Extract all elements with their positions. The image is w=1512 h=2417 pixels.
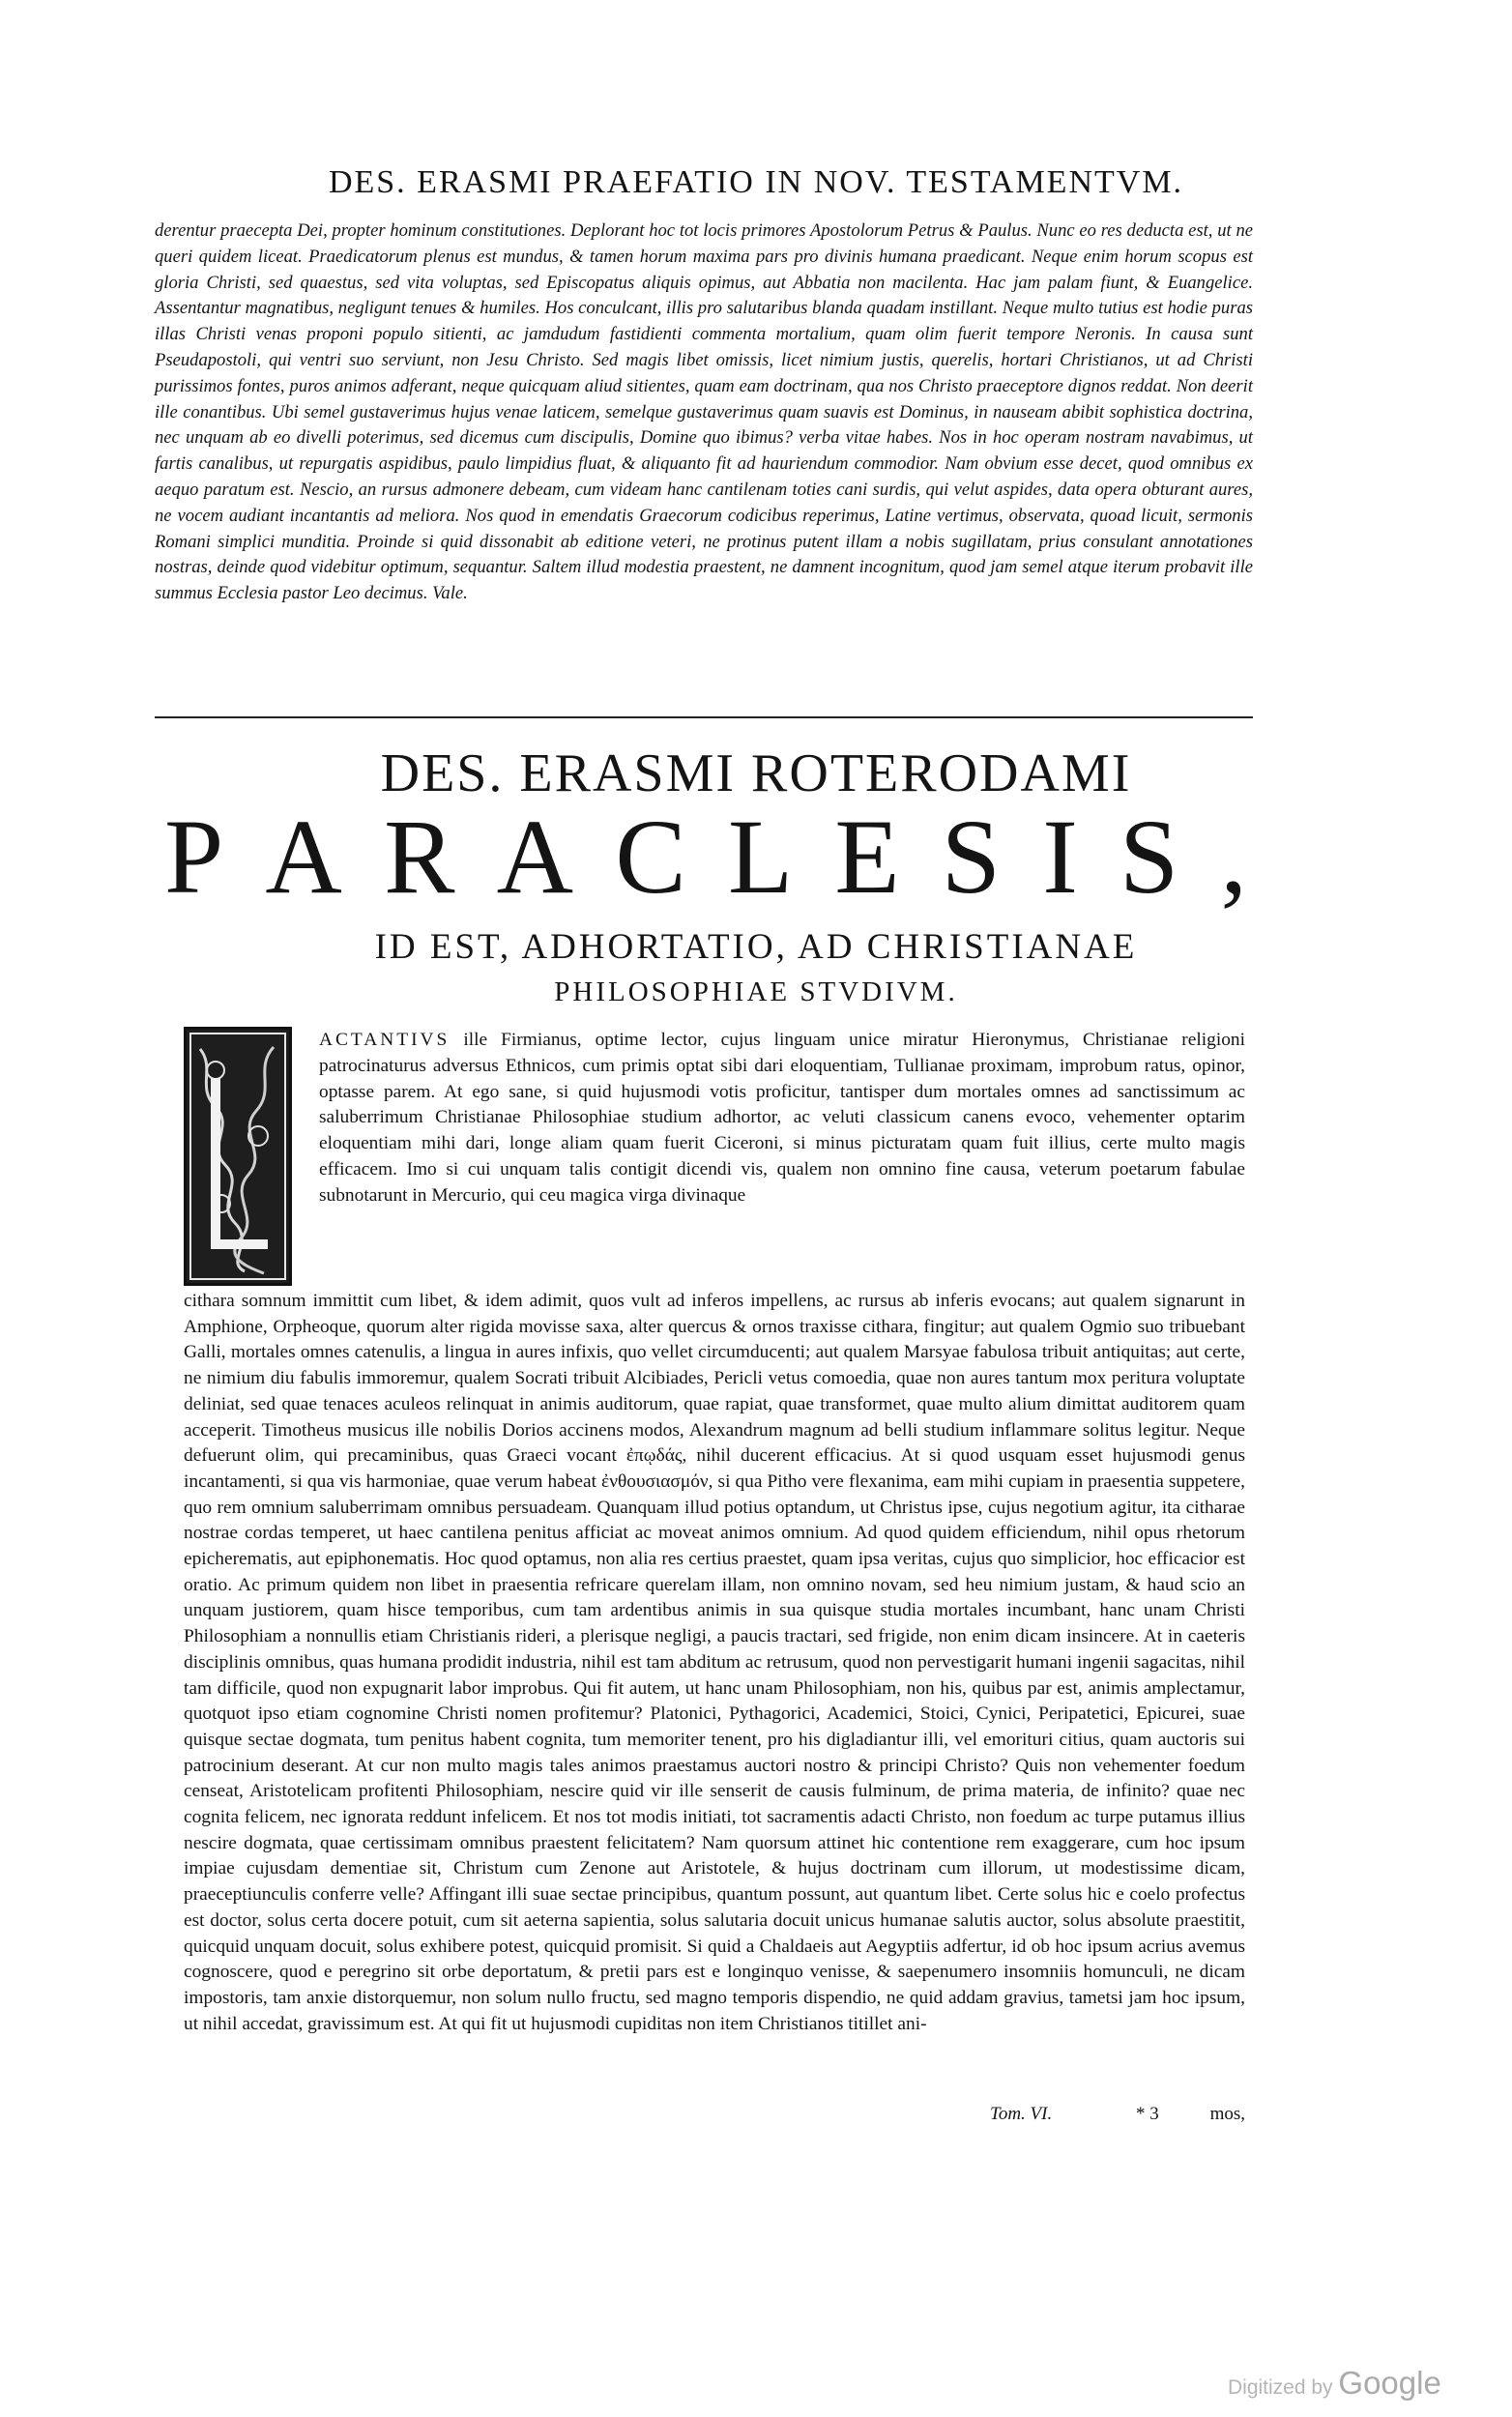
title-letter: , <box>1220 798 1247 916</box>
volume-mark: Tom. VI. <box>990 2104 1053 2124</box>
title-letter: E <box>834 798 900 916</box>
preface-text: derentur praecepta Dei, propter hominum constitutiones. Deplorant hoc tot locis primores Apostolorum Petrus & Paulus. Nunc eo res deducta est, ut ne queri quidem liceat. Praedicatorum plenus est mundus, & tamen horum maxima pars pro divinis humana praedicant. Neque enim horum scopus est gloria Christi, sed quaestus, sed vita voluptas, sed Episcopatus aliquis opimus, aut Abbatia non macilenta. Hac jam palam fiunt, & Euangelice. Assentantur magnatibus, negligunt tenues & humiles. Hos conculcant, illis pro salutaribus blanda quadam instillant. Neque multo tutius est hodie puras illas Christi venas proponi populo sitienti, ac jamdudum fastidienti commenta mortalium, quam olim fuerit tempore Neronis. In causa sunt Pseudapostoli, qui ventri suo serviunt, non Jesu Christo. Sed magis libet omissis, licet nimium justis, querelis, hortari Christianos, ut ad Christi purissimos fontes, puros animos adferant, neque quicquam aliud sitientes, quam eam doctrinam, qua nos Christo praeceptore dignos reddat. Non deerit ille conantibus. Ubi semel gustaverimus hujus venae laticem, semelque gustaverimus quam suavis est Dominus, in nauseam abibit sophistica doctrina, nec unquam ab eo divelli poterimus, sed dicemus cum discipulis, Domine quo ibimus? verba vitae habes. Nos in hoc operam nostram navabimus, ut fartis canalibus, ut repurgatis aspidibus, paulo limpidius fluat, & aliquanto fit ad hauriendum commodior. Nam obvium esse decet, quod omnibus ex aequo paratum est. Nescio, an rursus admonere debeam, cum videam hanc cantilenam toties cani surdis, qui velut aspides, data opera obturant aures, ne vocem audiant incantantis ad meliora. Nos quod in emendatis Graecorum codicibus reperimus, Latine vertimus, observata, quoad licuit, sermonis Romani simplici munditia. Proinde si quid dissonabit ab editione veteri, ne protinus putent illam a nobis sugillatam, prius consulant annotationes nostras, deinde quod videbitur optimum, sequantur. Saltem illud modestia praestent, ne damnent incognitum, quod jam semel atque iterum probavit ille summus Ecclesia pastor Leo decimus. Vale. <box>155 220 1253 604</box>
paraclesis-body: cithara somnum immittit cum libet, & idem adimit, quos vult ad inferos impellens, ac rursus ab inferis evocans; aut qualem signarunt in Amphione, Orpheoque, quorum alter rigida movisse saxa, alter quercus & ornos traxisse cithara, fingitur; aut qualem Ogmio suo tribuebant Galli, mortales omnes catenulis, a lingua in aures infixis, quo vellet circumducenti; aut qualem Marsyae fabulosa tribuit antiquitas; aut certe, ne nimium diu fabulis immoremur, qualem Socrati tribuit Alcibiades, Pericli vetus comoedia, quae non aures tantum mox peritura voluptate deliniat, sed quae tenaces aculeos relinquat in animis auditorum, quae rapiat, quae transformet, quae multo alium dimittat auditorem quam acceperit. Timotheus musicus ille nobilis Dorios accinens modos, Alexandrum magnum ad belli studium inflammare solitus legitur. Neque defuerunt olim, qui precaminibus, quas Graeci vocant ἐπῳδάς, nihil ducerent efficacius. At si quod usquam esset hujusmodi genus incantamenti, si qua vis harmoniae, quae verum habeat ἐνθουσιασμόν, si qua Pitho vere flexanima, eam mihi cupiam in praesentia suppetere, quo rem omnium saluberrimam omnibus persuadeam. Quanquam illud potius optandum, ut Christus ipse, cujus negotium agitur, ita citharae nostrae cordas temperet, ut haec cantilena penitus afficiat ac moveat animos omnium. Ad quod quidem efficiendum, nihil opus rhetorum epicherematis, aut epiphonematis. Hoc quod optamus, non alia res certius praestet, quam ipsa veritas, cujus quo simplicior, hoc efficacior est oratio. Ac primum quidem non libet in praesentia refricare querelam illam, non omnino novam, sed heu nimium justam, & haud scio an unquam justiorem, quam hisce temporibus, cum tam ardentibus animis in sua quisque studia mortales incumbant, hanc unam Christi Philosophiam a nonnullis etiam Christianis rideri, a plerisque negligi, a paucis tractari, sed frigide, non enim dicam insincere. At in caeteris disciplinis omnibus, quas humana prodidit industria, nihil est tam abditum ac retrusum, quod non pervestigarit humani ingenii sagacitas, nihil tam difficile, quod non expugnarit labor improbus. Qui fit autem, ut hanc unam Philosophiam, non his, quibus par est, animis amplectamur, quotquot ipso etiam cognomine Christi nomen profitemur? Platonici, Pythagorici, Academici, Stoici, Cynici, Peripatetici, Epicurei, suae quisque sectae dogmata, tum penitus habent cognita, tum memoriter tenent, pro his digladiantur illi, vel emorituri citius, quam auctoris sui patrocinium deserant. At cur non multo magis tales animos praestamus auctori nostro & principi Christo? Quis non vehementer foedum censeat, Aristotelicam profitenti Philosophiam, nescire quid vir ille senserit de causis fulminum, de prima materia, de infinito? quae nec cognita felicem, nec ignorata reddunt infelicem. Et nos tot modis initiati, tot sacramentis adacti Christo, non foedum ac turpe putamus illius nescire dogmata, quae certissimam omnibus praestent felicitatem? Nam quorsum attinet hic contentione rem exaggerare, cum hoc ipsum impiae cujusdam dementiae sit, Christum cum Zenone aut Aristotele, & hujus doctrinam cum illorum, ut modestissime dicam, praeceptiunculis conferre velle? Affingant illi suae sectae principibus, quantum possunt, aut quantum libet. Certe solus hic e coelo profectus est doctor, solus certa docere potuit, cum sit aeterna sapientia, solus salutaria docuit unicus humanae salutis auctor, solus absolute praestitit, quicquid unquam docuit, solus exhibere potest, quicquid promisit. Si quid a Chaldaeis aut Aegyptiis adfertur, id ob hoc ipsum acrius avemus cognoscere, quod e peregrino sit orbe deportatum, & pretii pars est e longinquo venisse, & saepenumero insomniis homunculi, ne dicam impostoris, tam anxie distorquemur, non solum nullo fructu, sed magno temporis dispendio, ne quid addam gravius, tametsi jam hoc ipsum, ut nihil accedat, gravissimum est. At qui fit ut hujusmodi cupiditas non item Christianos titillet ani- <box>184 1291 1245 2034</box>
running-head: DES. ERASMI PRAEFATIO IN NOV. TESTAMENTVM. <box>328 164 1184 200</box>
title-letter: R <box>384 798 455 916</box>
opening-text: ille Firmianus, optime lector, cujus linguam unice miratur Hieronymus, Christianae religioni patrocinaturus adversus Ethnicos, cum primis optat sibi dari eloquentiam, Tullianae proximam, improbum ratus, opinor, optasse parem. At ego sane, si quid hujusmodi votis proficitur, tantisper dum mortales omnes ad sanctissimum ac saluberrimum Christianae Philosophiae studium adhortor, ac veluti classicum canens evoco, vehementer optarim eloquentiam mihi dari, longe aliam quam fuerit Ciceroni, si minus picturatam quam fuit illius, certe multo magis efficacem. Imo si cui unquam talis contigit dicendi vis, qualem non omnino fine causa, veterum poetarum fabulae subnotarunt in Mercurio, qui ceu magica virga divinaque <box>319 1030 1245 1206</box>
signature-mark: * 3 <box>1136 2104 1159 2124</box>
title-subtitle: ID EST, ADHORTATIO, AD CHRISTIANAE <box>374 927 1138 967</box>
decorated-initial-l <box>184 1027 292 1286</box>
catchword: mos, <box>1209 2104 1245 2124</box>
page-footer <box>184 2104 1245 2133</box>
watermark-prefix: Digitized by <box>1228 2376 1333 2399</box>
title-letter: C <box>615 798 686 916</box>
title-letter: A <box>265 798 342 916</box>
initial-word: ACTANTIVS <box>319 1030 451 1050</box>
watermark-brand: Google <box>1338 2365 1441 2401</box>
title-letter: L <box>727 798 794 916</box>
digitized-watermark <box>1228 2365 1441 2402</box>
title-letter: P <box>164 798 224 916</box>
title-letter: S <box>941 798 1001 916</box>
title-letter: S <box>1119 798 1179 916</box>
title-author: DES. ERASMI ROTERODAMI <box>380 743 1132 803</box>
title-letter: A <box>496 798 574 916</box>
section-divider <box>155 716 1253 718</box>
title-main <box>164 799 1247 915</box>
paraclesis-opening <box>319 1028 1245 1209</box>
title-letter: I <box>1042 798 1078 916</box>
title-subtitle-2: PHILOSOPHIAE STVDIVM. <box>554 976 958 1007</box>
